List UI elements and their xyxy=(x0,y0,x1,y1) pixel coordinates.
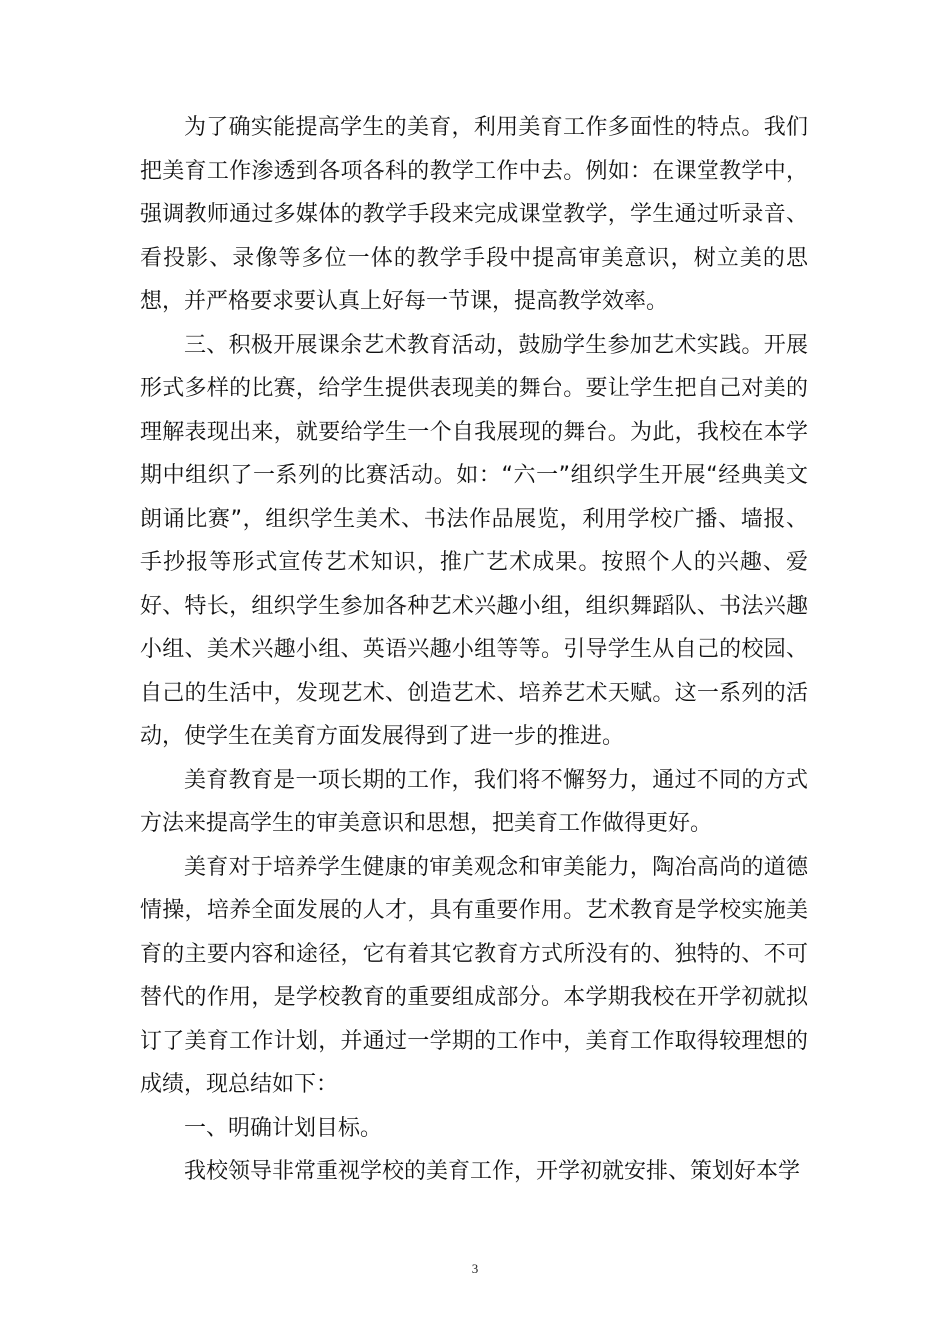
paragraph-3: 美育教育是一项长期的工作，我们将不懈努力，通过不同的方式方法来提高学生的审美意识和思想，把美育工作做得更好。 xyxy=(140,767,808,836)
document-body xyxy=(140,106,808,1194)
paragraph-4: 美育对于培养学生健康的审美观念和审美能力，陶冶高尚的道德情操，培养全面发展的人才，具有重要作用。艺术教育是学校实施美育的主要内容和途径，它有着其它教育方式所没有的、独特的、不可替代的作用，是学校教育的重要组成部分。本学期我校在开学初就拟订了美育工作计划，并通过一学期的工作中，美育工作取得较理想的成绩，现总结如下： xyxy=(140,854,808,1097)
paragraph-2: 三、积极开展课余艺术教育活动，鼓励学生参加艺术实践。开展形式多样的比赛，给学生提供表现美的舞台。要让学生把自己对美的理解表现出来，就要给学生一个自我展现的舞台。为此，我校在本学期中组织了一系列的比赛活动。如：“六一”组织学生开展“经典美文朗诵比赛”，组织学生美术、书法作品展览，利用学校广播、墙报、手抄报等形式宣传艺术知识，推广艺术成果。按照个人的兴趣、爱好、特长，组织学生参加各种艺术兴趣小组，组织舞蹈队、书法兴趣小组、美术兴趣小组、英语兴趣小组等等。引导学生从自己的校园、自己的生活中，发现艺术、创造艺术、培养艺术天赋。这一系列的活动，使学生在美育方面发展得到了进一步的推进。 xyxy=(140,332,808,749)
paragraph-6: 我校领导非常重视学校的美育工作，开学初就安排、策划好本学 xyxy=(184,1159,801,1184)
paragraph-1: 为了确实能提高学生的美育，利用美育工作多面性的特点。我们把美育工作渗透到各项各科的教学工作中去。例如：在课堂教学中，强调教师通过多媒体的教学手段来完成课堂教学，学生通过听录音、看投影、录像等多位一体的教学手段中提高审美意识，树立美的思想，并严格要求要认真上好每一节课，提高教学效率。 xyxy=(140,115,808,314)
paragraph-5: 一、明确计划目标。 xyxy=(184,1115,383,1141)
page-number: 3 xyxy=(471,1261,479,1276)
